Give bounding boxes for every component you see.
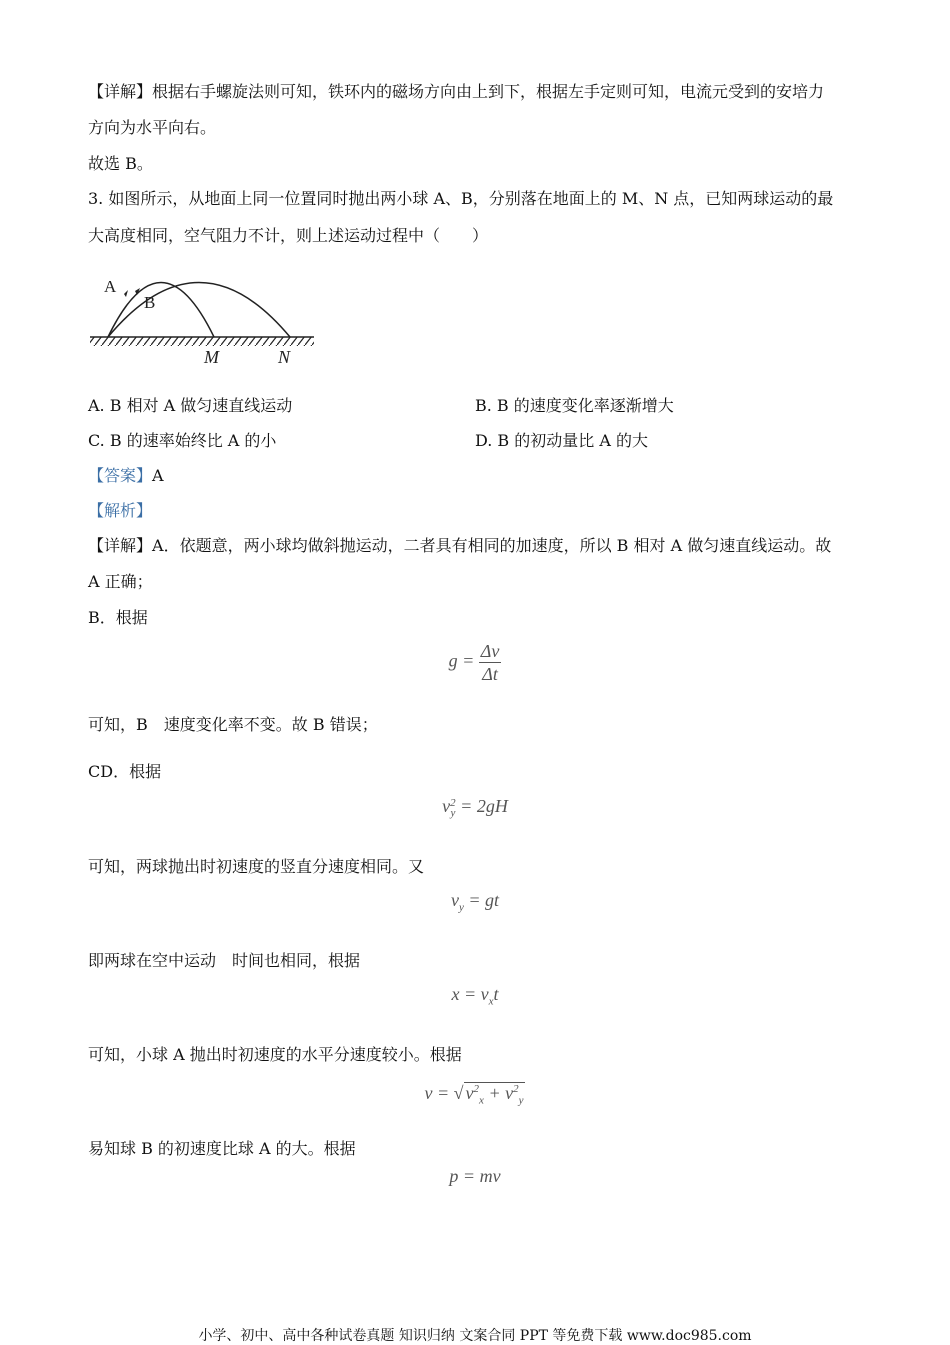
trajectory-figure xyxy=(88,255,323,370)
eq1-numerator: Δv xyxy=(480,641,500,661)
equation-vertical-velocity xyxy=(0,890,950,914)
question3-line2: 大高度相同，空气阻力不计，则上述运动过程中（ ） xyxy=(88,226,489,245)
eq3-rhs: = gt xyxy=(468,890,500,910)
eq5-sub1: x xyxy=(479,1094,484,1107)
eq3-sub: y xyxy=(458,901,464,914)
eq3-v: v xyxy=(450,890,459,910)
cd-intro: CD．根据 xyxy=(88,762,162,781)
eq2-sub: y xyxy=(450,806,456,819)
eq4-rhs: t xyxy=(493,984,499,1004)
label-m: M xyxy=(204,347,219,367)
detail2-line2: A 正确； xyxy=(88,572,153,591)
option-d: D. B 的初动量比 A 的大 xyxy=(475,431,649,450)
footer-text: 小学、初中、高中各种试卷真题 知识归纳 文案合同 PPT 等免费下载 www.doc985.com xyxy=(198,1328,752,1344)
ground-hatching xyxy=(90,337,314,346)
b-faster-line: 易知球 B 的初速度比球 A 的大。根据 xyxy=(88,1139,356,1158)
eq1-fraction xyxy=(479,640,502,685)
eq5-plus: + xyxy=(483,1083,506,1103)
choose-line: 故选 B。 xyxy=(88,154,153,173)
detail2-tag: 【详解】 xyxy=(88,536,153,555)
answer-tag: 【答案】 xyxy=(88,466,153,485)
b-conclusion: 可知，B 速度变化率不变。故 B 错误； xyxy=(88,715,378,734)
eq5-sup2: 2 xyxy=(513,1083,519,1095)
eq5-lhs: v = xyxy=(424,1083,450,1103)
cd-conclusion: 可知，两球抛出时初速度的竖直分速度相同。又 xyxy=(88,857,425,876)
trajectory-a xyxy=(108,283,214,338)
eq4-sub: x xyxy=(488,995,494,1008)
label-n: N xyxy=(278,347,291,367)
detail2-text: A．依题意，两小球均做斜抛运动，二者具有相同的加速度，所以 B 相对 A 做匀速直线运动。故 xyxy=(152,536,832,555)
eq4-lhs: x = v xyxy=(451,984,489,1004)
horizontal-small-line: 可知，小球 A 抛出时初速度的水平分速度较小。根据 xyxy=(88,1045,462,1064)
time-same-line: 即两球在空中运动 时间也相同，根据 xyxy=(88,951,361,970)
answer-value: A xyxy=(152,466,164,485)
option-c: C. B 的速率始终比 A 的小 xyxy=(88,431,277,450)
sqrt-sign-icon: √ xyxy=(453,1083,464,1103)
eq5-sub2: y xyxy=(518,1094,524,1107)
eq2-rhs: = 2gH xyxy=(460,796,508,816)
b-intro: B．根据 xyxy=(88,608,148,627)
eq2-v: v xyxy=(442,796,451,816)
eq1-lhs: g = xyxy=(448,650,475,671)
equation-vertical-velocity-squared xyxy=(0,796,950,818)
option-a: A. B 相对 A 做匀速直线运动 xyxy=(88,396,293,415)
eq1-denominator: Δt xyxy=(482,664,498,684)
eq5-v1: v xyxy=(465,1083,474,1103)
eq5-radicand xyxy=(464,1082,526,1107)
eq5-sup1: 2 xyxy=(473,1083,480,1095)
detail2-line1 xyxy=(88,535,831,557)
equation-acceleration xyxy=(0,640,950,685)
equation-horizontal-distance xyxy=(0,984,950,1008)
label-b: B xyxy=(144,293,156,312)
arrow-a-icon xyxy=(124,290,128,297)
answer-line xyxy=(88,465,164,487)
eq2-sup: 2 xyxy=(450,796,456,809)
eq5-v2: v xyxy=(505,1083,514,1103)
detail-tag: 【详解】 xyxy=(88,82,153,101)
label-a: A xyxy=(104,277,117,296)
analysis-tag: 【解析】 xyxy=(88,501,153,520)
detail1-line2: 方向为水平向右。 xyxy=(88,118,217,137)
question3-line1: 3. 如图所示，从地面上同一位置同时抛出两小球 A、B，分别落在地面上的 M、N 点，已知两球运动的最 xyxy=(88,189,834,208)
equation-momentum: p = mv xyxy=(449,1166,501,1186)
option-b: B. B 的速度变化率逐渐增大 xyxy=(475,396,674,415)
detail-text: 根据右手螺旋法则可知，铁环内的磁场方向由上到下，根据左手定则可知，电流元受到的安培力 xyxy=(152,82,825,101)
equation-speed xyxy=(0,1082,950,1107)
detail1-line1 xyxy=(88,81,824,103)
